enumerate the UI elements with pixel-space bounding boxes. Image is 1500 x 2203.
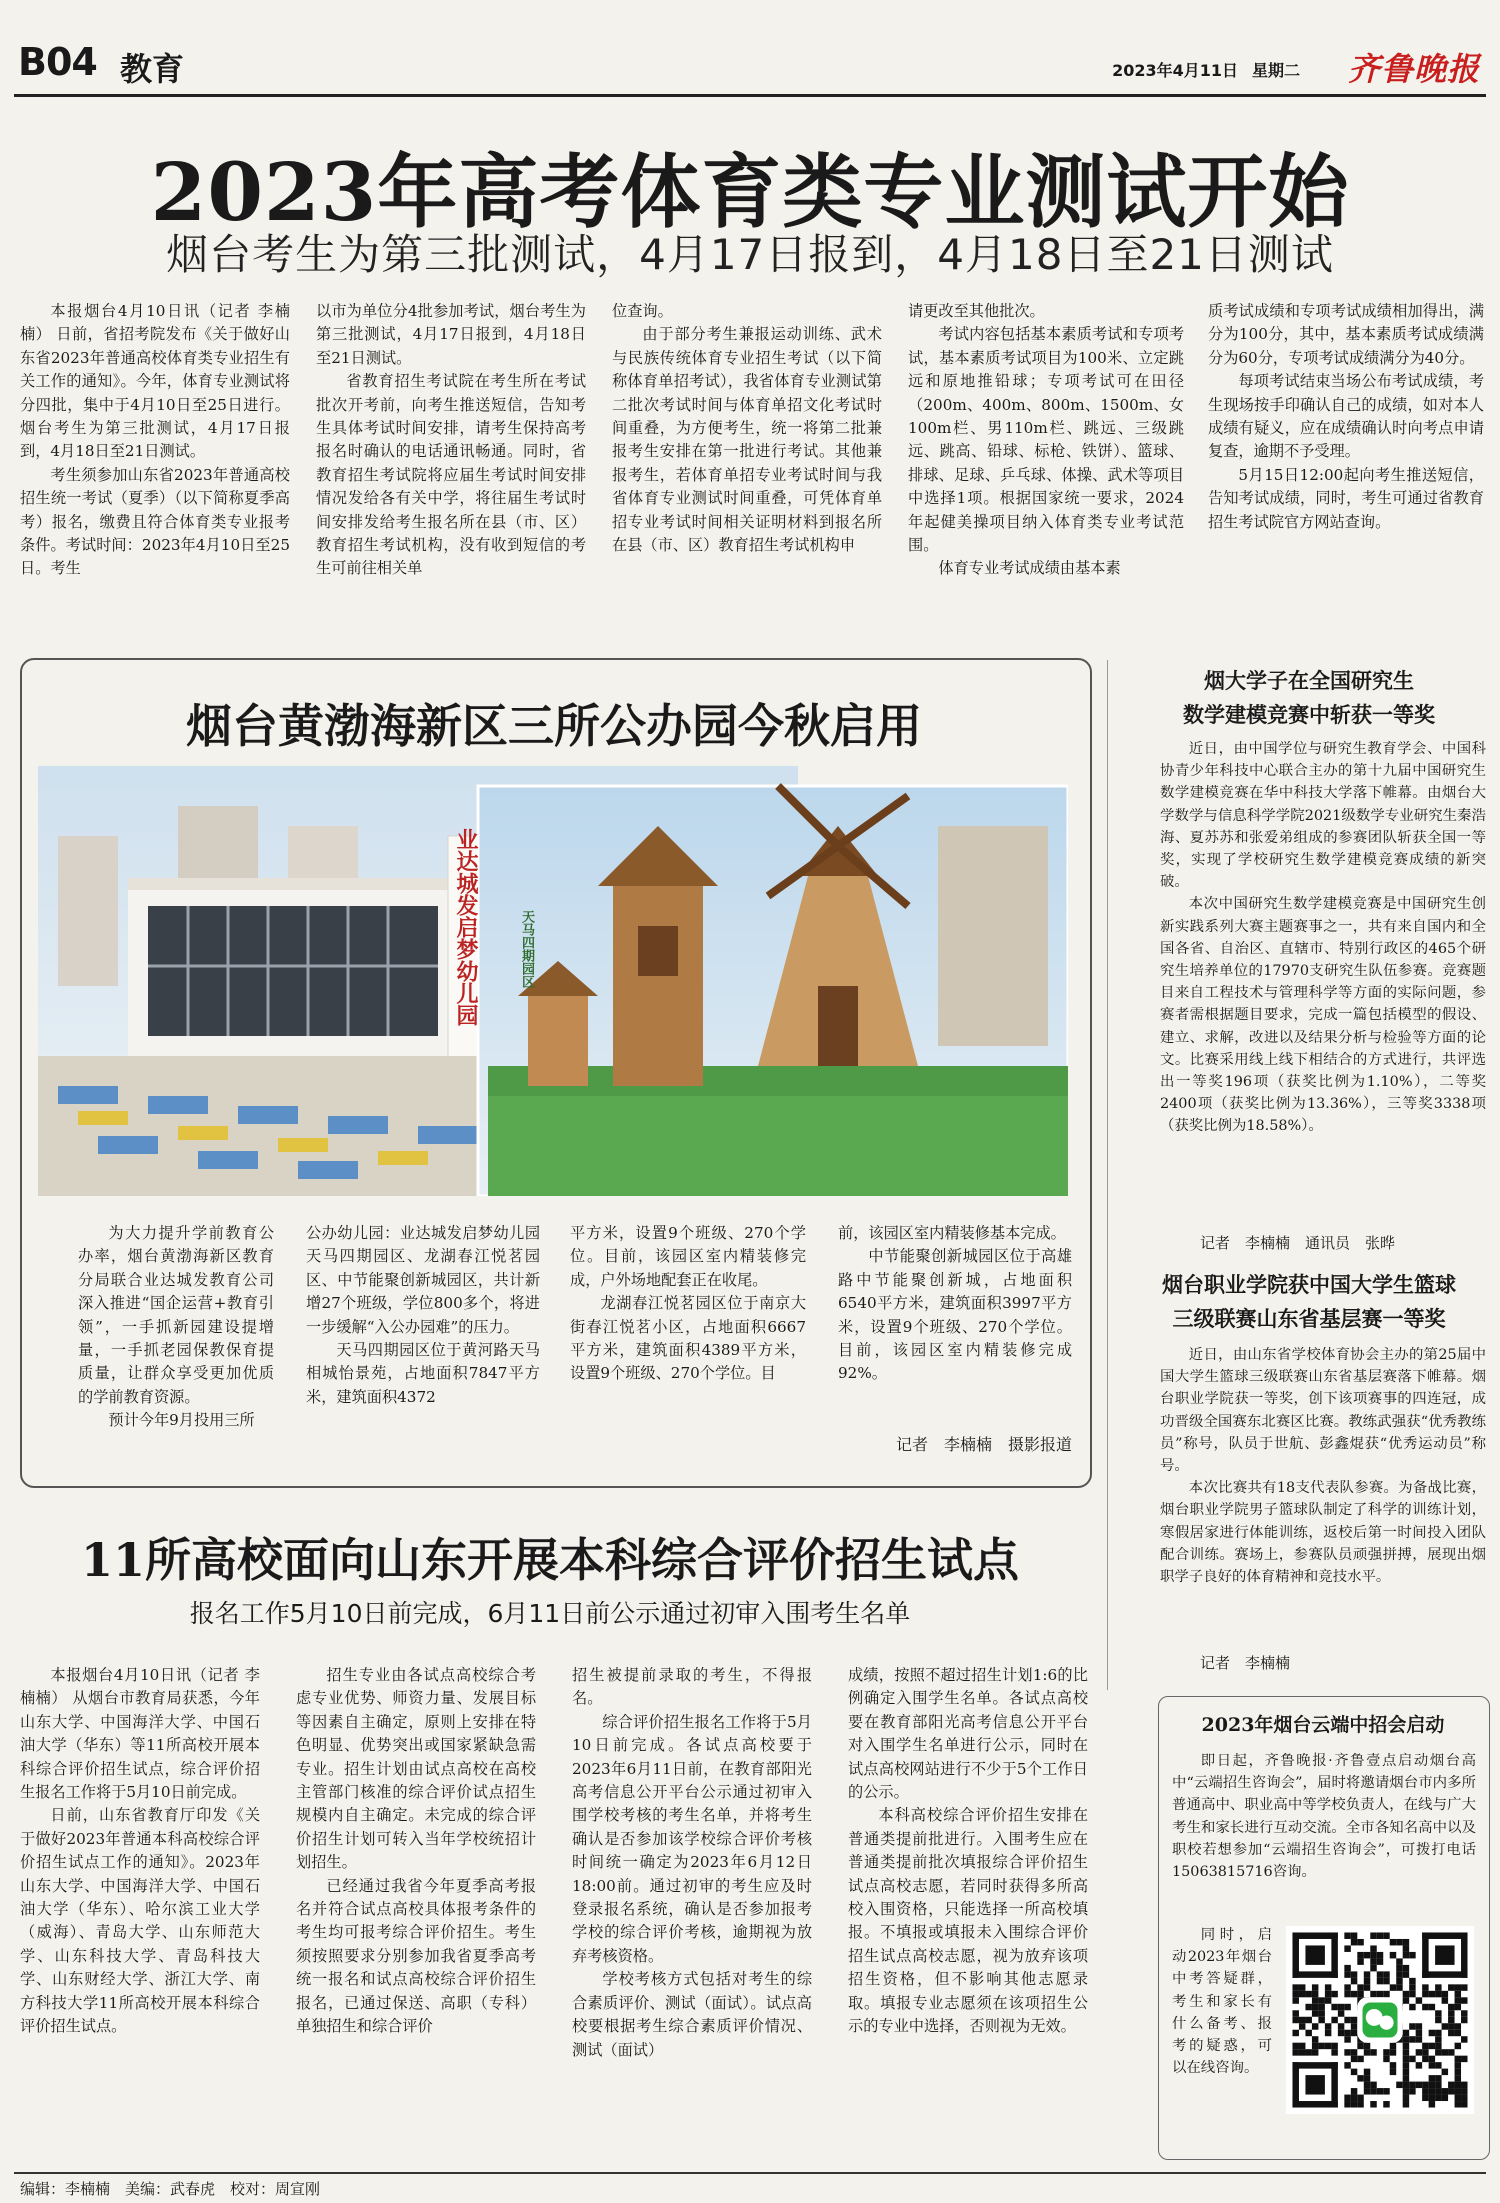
paragraph: 预计今年9月投用三所 [108, 1411, 255, 1430]
paragraph: 成绩，按照不超过招生计划1:6的比例确定入围学生名单。各试点高校要在教育部阳光高考信息公开平台对入围学生名单进行公示，同时在试点高校网站进行不少于5个工作日的公示。 [848, 1666, 1088, 1802]
pilot-column-1 [20, 1664, 260, 2160]
side-story-2-body [1160, 1344, 1486, 1654]
photo-sign: 业达城发启梦幼儿园 [453, 828, 479, 1026]
headline-line: 烟台职业学院获中国大学生篮球 [1162, 1272, 1456, 1297]
kg-column-2 [306, 1222, 540, 1460]
paragraph: 以市为单位分4批参加考试，烟台考生为第三批测试，4月17日报到，4月18日至21日测试。 [316, 302, 586, 367]
main-subheadline: 烟台考生为第三批测试，4月17日报到，4月18日至21日测试 [166, 230, 1334, 279]
pilot-subheadline: 报名工作5月10日前完成，6月11日前公示通过初审入围考生名单 [189, 1599, 911, 1628]
kindergarten-photo [38, 766, 1068, 1196]
main-story-column-5 [1208, 300, 1484, 630]
masthead-logo: 齐鲁晚报 [1347, 50, 1480, 88]
paragraph: 请更改至其他批次。 [908, 302, 1045, 320]
kg-column-1 [78, 1222, 274, 1460]
section-name: 教育 [120, 50, 185, 88]
recruit-notice-title: 2023年烟台云端中招会启动 [1201, 1714, 1445, 1736]
pilot-column-2 [296, 1664, 536, 2160]
paragraph: 每项考试结束当场公布考试成绩，考生现场按手印确认自己的成绩，如对本人成绩有疑义，应在成绩确认时向考点申请复查，逾期不予受理。 [1208, 372, 1484, 461]
main-story-column-4 [908, 300, 1184, 630]
page-code: B04 [18, 40, 97, 84]
paragraph: 省教育招生考试院在考生所在考试批次开考前，向考生推送短信，告知考生具体考试时间安排，请考生保持高考报名时确认的电话通讯畅通。同时，省教育招生考试院将应届生考试时间安排情况发给各有关中学，将往届生考试时间安排发给考生报名所在县（市、区）教育招生考试机构，没有收到短信的考生可前往相关单 [316, 372, 586, 578]
paragraph: 即日起，齐鲁晚报·齐鲁壹点启动烟台高中“云端招生咨询会”，届时将邀请烟台市内多所普通高中、职业高中等学校负责人，在线与广大考生和家长进行互动交流。全市各知名高中以及职校若想参加“云端招生咨询会”，可拨打电话15063815716咨询。 [1172, 1753, 1476, 1881]
side-story-1-headline [1128, 664, 1490, 732]
paragraph: 本科高校综合评价招生安排在普通类提前批进行。入围考生应在普通类提前批次填报综合评价招生试点高校志愿，若同时获得多所高校入围资格，只能选择一所高校填报。不填报或填报未入围综合评价招生试点高校志愿，视为放弃该项招生资格，但不影响其他志愿录取。填报专业志愿须在该项招生公示的专业中选择，否则视为无效。 [848, 1806, 1088, 2036]
paragraph: 近日，由山东省学校体育协会主办的第25届中国大学生篮球三级联赛山东省基层赛落下帷幕。烟台职业学院获一等奖，创下该项赛事的四连冠，成功晋级全国赛东北赛区比赛。教练武强获“优秀教练员”称号，队员于世航、彭鑫焜获“优秀运动员”称号。 [1160, 1347, 1486, 1475]
kg-column-3 [570, 1222, 806, 1460]
paragraph: 本报烟台4月10日讯（记者 李楠楠） 从烟台市教育局获悉，今年山东大学、中国海洋大学、中国石油大学（华东）等11所高校开展本科综合评价招生试点，综合评价招生报名工作将于5月10日前完成。 [20, 1666, 260, 1802]
paragraph: 为大力提升学前教育公办率，烟台黄渤海新区教育分局联合业达城发教育公司深入推进“国企运营+教育引领”，一手抓新园建设提增量，一手抓老园保教保育提质量，让群众享受更加优质的学前教育资源。 [78, 1224, 274, 1406]
kg-column-4 [838, 1222, 1072, 1428]
kindergarten-headline: 烟台黄渤海新区三所公办园今秋启用 [186, 699, 922, 753]
recruit-notice-body [1172, 1750, 1476, 1914]
paragraph: 公办幼儿园：业达城发启梦幼儿园天马四期园区、龙湖春江悦茗园区、中节能聚创新城园区，共计新增27个班级，学位800多个，将进一步缓解“入公办园难”的压力。 [306, 1224, 540, 1336]
main-story-column-1 [20, 300, 290, 630]
paragraph: 前，该园区室内精装修基本完成。 [838, 1224, 1066, 1242]
paragraph: 质考试成绩和专项考试成绩相加得出，满分为100分，其中，基本素质考试成绩满分为60分，专项考试成绩满分为40分。 [1208, 302, 1484, 367]
issue-weekday: 星期二 [1251, 61, 1300, 80]
side-story-2-author: 记者 李楠楠 [1200, 1654, 1291, 1672]
side-story-1-author: 记者 李楠楠 通讯员 张晔 [1200, 1234, 1396, 1252]
column-divider [1107, 660, 1108, 1690]
paragraph: 本报烟台4月10日讯（记者 李楠楠） 日前，省招考院发布《关于做好山东省2023年普通高校体育类专业招生有关工作的通知》。今年，体育专业测试将分四批，集中于4月10日至25日进行。烟台考生为第三批测试，4月17日报到，4月18日至21日测试。 [20, 302, 290, 461]
paragraph: 位查询。 [612, 302, 673, 320]
paragraph: 体育专业考试成绩由基本素 [938, 559, 1121, 578]
footer-divider [14, 2172, 1486, 2174]
kg-author: 记者 李楠楠 摄影报道 [895, 1435, 1072, 1454]
paragraph: 综合评价招生报名工作将于5月10日前完成。各试点高校要于2023年6月11日前，在教育部阳光高考信息公开平台公示通过初审入围学校考核的考生名单，并将考生确认是否参加该学校综合评价考核时间统一确定为2023年6月12日18:00前。通过初审的考生应及时登录报名系统，确认是否参加报考学校的综合评价考核，逾期视为放弃考核资格。 [572, 1712, 812, 1965]
paragraph: 中节能聚创新城园区位于高雄路中节能聚创新城，占地面积6540平方米，建筑面积3997平方米，设置9个班级、270个学位。目前，该园区室内精装修完成92%。 [838, 1247, 1072, 1383]
main-story-column-3 [612, 300, 882, 630]
paragraph: 日前，山东省教育厅印发《关于做好2023年普通本科高校综合评价招生试点工作的通知》。2023年山东大学、中国海洋大学、中国石油大学（华东）、哈尔滨工业大学（威海）、青岛大学、山东师范大学、山东科技大学、青岛科技大学、山东财经大学、浙江大学、南方科技大学11所高校开展本科综合评价招生试点。 [20, 1806, 260, 2036]
paragraph: 平方米，设置9个班级、270个学位。目前，该园区室内精装修完成，户外场地配套正在收尾。 [570, 1224, 806, 1289]
headline-line: 三级联赛山东省基层赛一等奖 [1172, 1306, 1446, 1331]
paragraph: 5月15日12:00起向考生推送短信，告知考试成绩，同时，考生可通过省教育招生考试院官方网站查询。 [1208, 465, 1484, 531]
issue-date: 2023年4月11日 [1112, 61, 1238, 80]
paragraph: 同时，启动2023年烟台中考答疑群，考生和家长有什么备考、报考的疑惑，可以在线咨询。 [1172, 1927, 1272, 2077]
main-story-column-2 [316, 300, 586, 630]
photo-sign-sub: 天马四期园区 [519, 910, 534, 988]
pilot-headline: 11所高校面向山东开展本科综合评价招生试点 [80, 1533, 1019, 1587]
paragraph: 考生须参加山东省2023年普通高校招生统一考试（夏季）（以下简称夏季高考）报名，缴费且符合体育类专业报考条件。考试时间：2023年4月10日至25日。考生 [20, 465, 290, 578]
qr-code-icon [1286, 1926, 1474, 2114]
pilot-column-4 [848, 1664, 1088, 2160]
paragraph: 由于部分考生兼报运动训练、武术与民族传统体育专业招生考试（以下简称体育单招考试），我省体育专业测试第二批次考试时间与体育单招文化考试时间重叠，为方便考生，统一将第二批兼报考生安排在第一批进行考试。其他兼报考生，若体育单招专业考试时间与我省体育专业测试时间重叠，可凭体育单招专业考试时间相关证明材料到报名所在县（市、区）教育招生考试机构申 [612, 325, 882, 555]
paragraph: 龙湖春江悦茗园区位于南京大街春江悦茗小区，占地面积6667平方米，建筑面积4389平方米，设置9个班级、270个学位。目 [570, 1294, 806, 1383]
main-headline: 2023年高考体育类专业测试开始 [150, 145, 1350, 239]
paragraph: 学校考核方式包括对考生的综合素质评价、测试（面试）。试点高校要根据考生综合素质评价情况、测试（面试） [572, 1970, 812, 2059]
headline-line: 数学建模竞赛中斩获一等奖 [1183, 702, 1435, 727]
paragraph: 招生被提前录取的考生，不得报名。 [572, 1666, 812, 1708]
headline-line: 烟大学子在全国研究生 [1204, 668, 1414, 693]
paragraph: 本次中国研究生数学建模竞赛是中国研究生创新实践系列大赛主题赛事之一，共有来自国内和全国各省、自治区、直辖市、特别行政区的465个研究生培养单位的17970支研究生队伍参赛。竞赛题目来自工程技术与管理科学等方面的实际问题，参赛者需根据题目要求，完成一篇包括模型的假设、建立、求解，改进以及结果分析与检验等方面的论文。比赛采用线上线下相结合的方式进行，共评选出一等奖196项（获奖比例为1.10%），二等奖2400项（获奖比例为13.36%），三等奖3338项（获奖比例为18.58%）。 [1160, 896, 1486, 1135]
paragraph: 已经通过我省今年夏季高考报名并符合试点高校具体报考条件的考生均可报考综合评价招生。考生须按照要求分别参加我省夏季高考统一报名和试点高校综合评价招生报名，已通过保送、高职（专科）单独招生和综合评价 [296, 1876, 536, 2036]
side-story-1-body [1160, 738, 1486, 1226]
pilot-column-3 [572, 1664, 812, 2160]
paragraph: 考试内容包括基本素质考试和专项考试，基本素质考试项目为100米、立定跳远和原地推铅球；专项考试可在田径（200m、400m、800m、1500m、女100m栏、男110m栏、跳远、三级跳远、跳高、铅球、标枪、铁饼）、篮球、排球、足球、乒乓球、体操、武术等项目中选择1项。根据国家统一要求，2024年起健美操项目纳入体育类专业考试范围。 [908, 325, 1184, 555]
side-story-2-headline [1128, 1268, 1490, 1336]
recruit-notice-side-note [1172, 1924, 1272, 2146]
paragraph: 近日，由中国学位与研究生教育学会、中国科协青少年科技中心联合主办的第十九届中国研究生数学建模竞赛在华中科技大学落下帷幕。由烟台大学数学与信息科学学院2021级数学专业研究生秦浩海、夏苏苏和张爱弟组成的参赛团队斩获全国一等奖，实现了学校研究生数学建模竞赛成绩的新突破。 [1160, 741, 1486, 891]
paragraph: 本次比赛共有18支代表队参赛。为备战比赛，烟台职业学院男子篮球队制定了科学的训练计划，寒假居家进行体能训练，返校后第一时间投入团队配合训练。赛场上，参赛队员顽强拼搏，展现出烟职学子良好的体育精神和竞技水平。 [1160, 1480, 1486, 1586]
footer-credits: 编辑：李楠楠 美编：武春虎 校对：周宣刚 [20, 2180, 321, 2198]
paragraph: 招生专业由各试点高校综合考虑专业优势、师资力量、发展目标等因素自主确定，原则上安排在特色明显、优势突出或国家紧缺急需专业。招生计划由试点高校在高校主管部门核准的综合评价试点招生规模内自主确定。未完成的综合评价招生计划可转入当年学校统招计划招生。 [296, 1666, 536, 1872]
header-divider [14, 94, 1486, 97]
paragraph: 天马四期园区位于黄河路天马相城怡景苑，占地面积7847平方米，建筑面积4372 [306, 1341, 540, 1406]
